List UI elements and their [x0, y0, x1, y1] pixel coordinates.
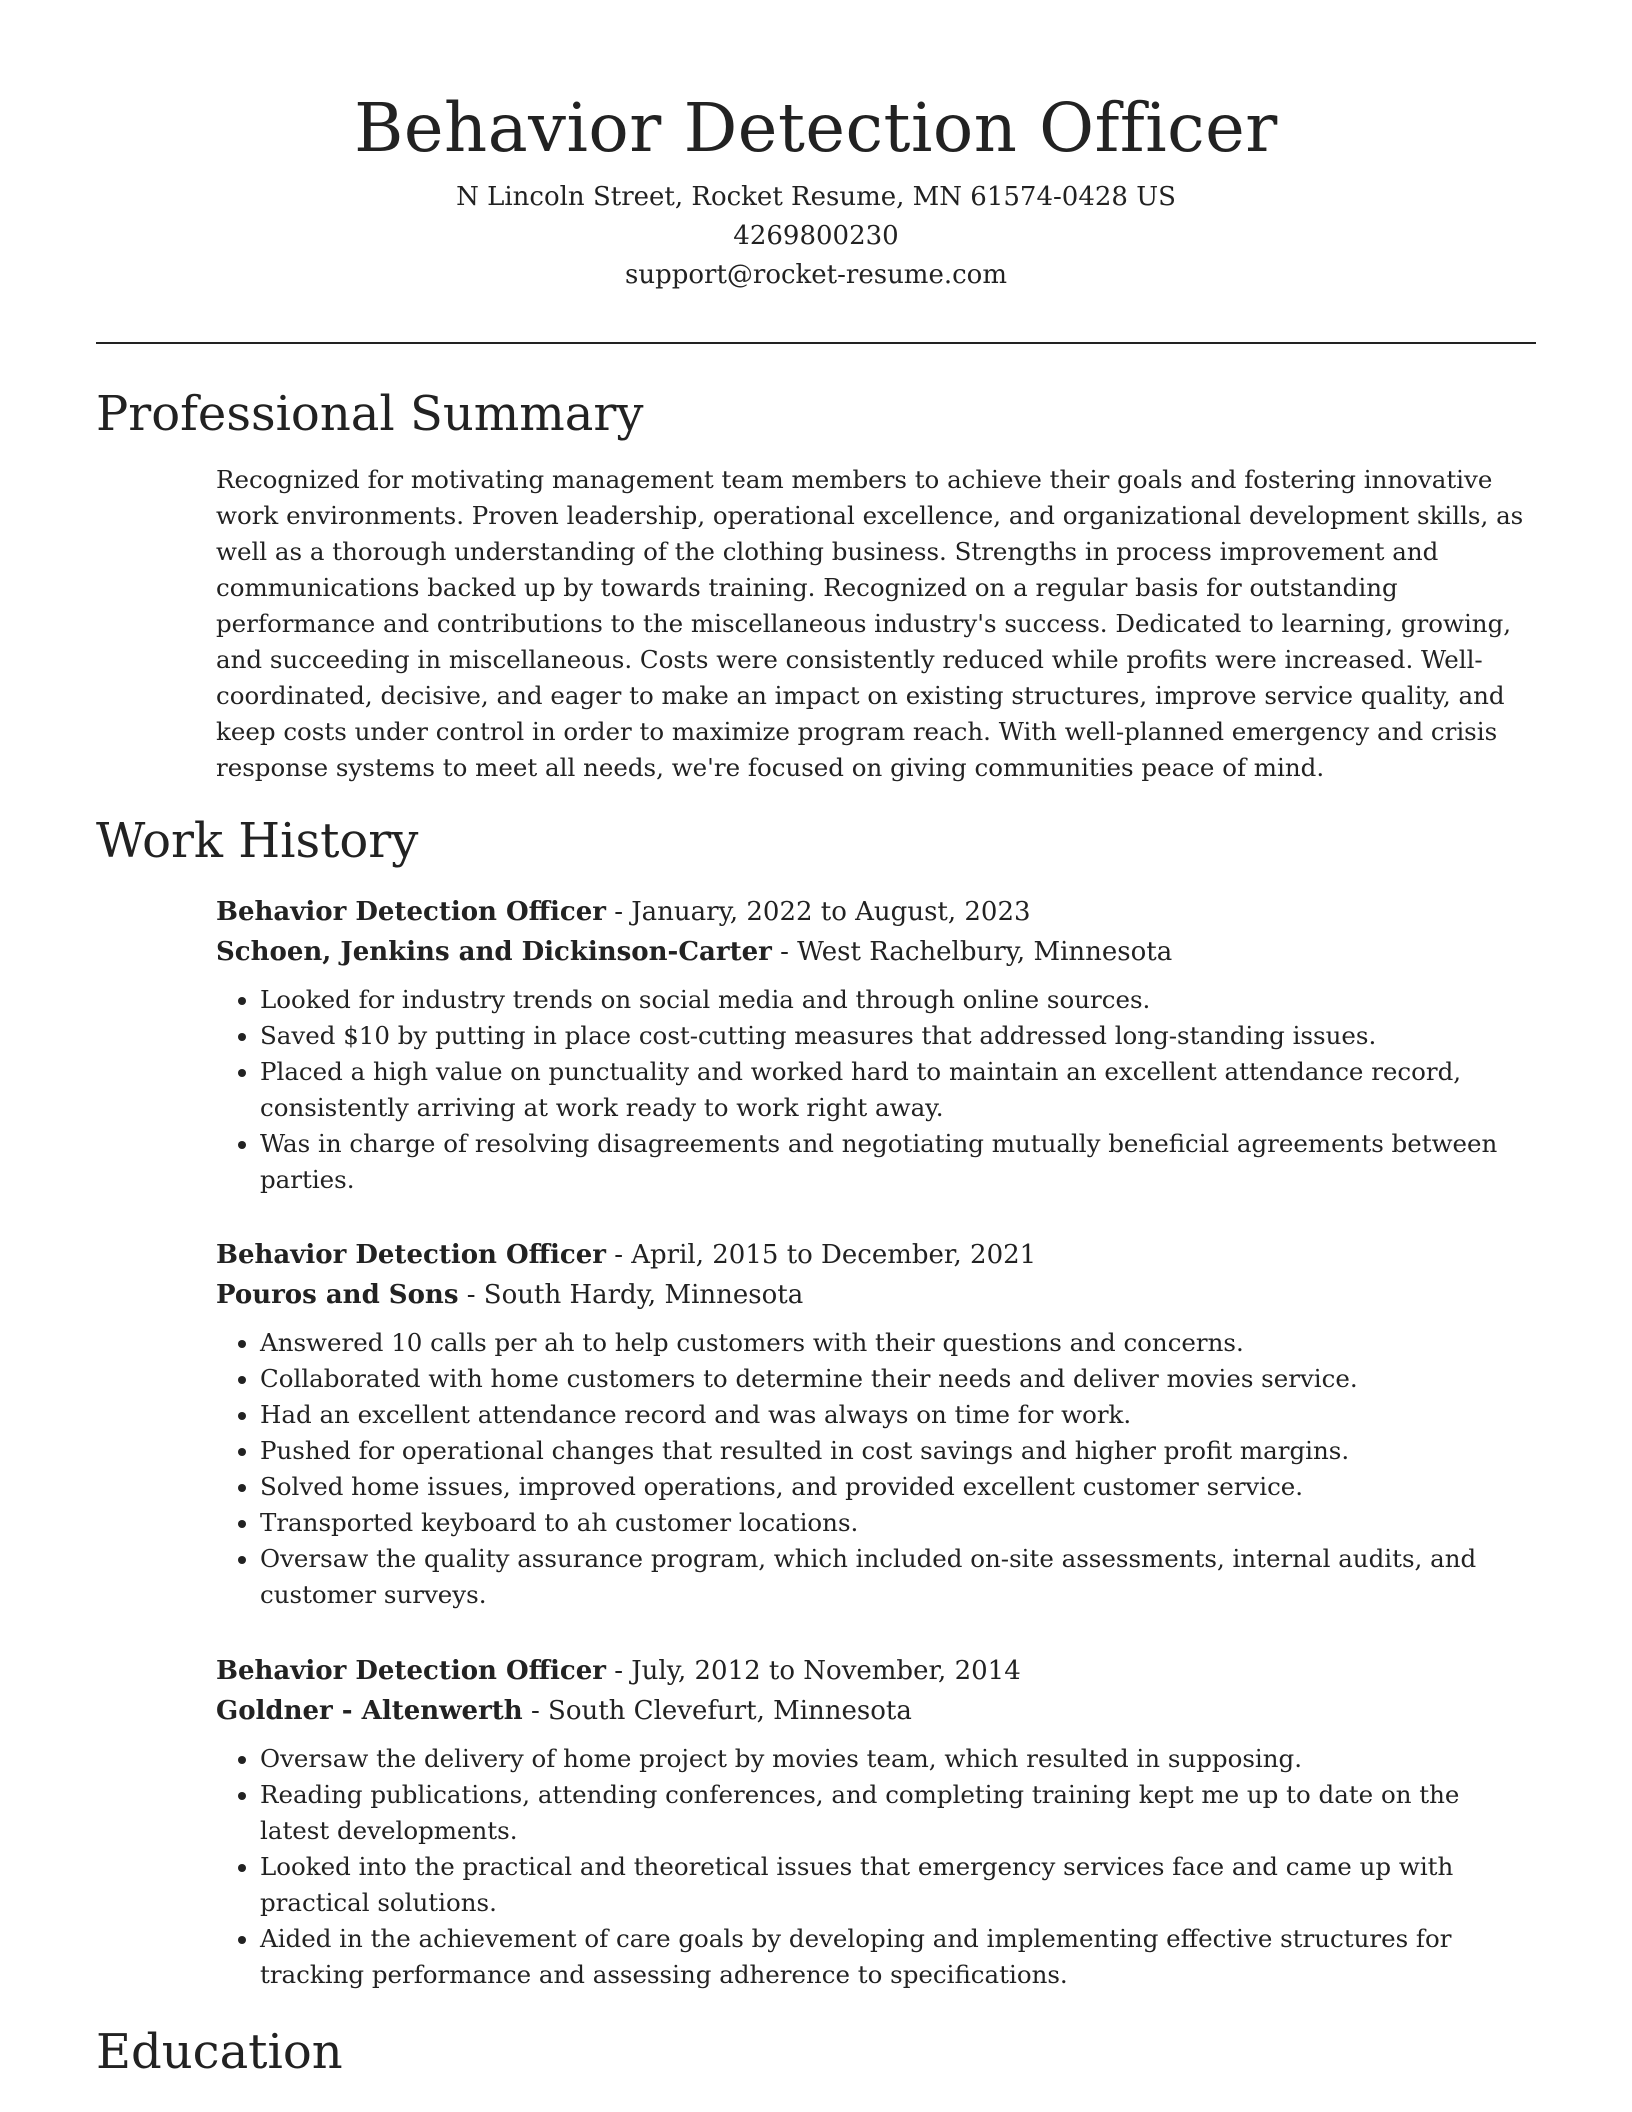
header-divider — [96, 342, 1536, 344]
job-company: Pouros and Sons — [216, 1280, 459, 1310]
job-bullets — [216, 982, 1536, 1198]
job-bullet: • Collaborated with home customers to determine their needs and deliver movies service. — [260, 1361, 1536, 1397]
job-bullet: • Oversaw the delivery of home project by movies team, which resulted in supposing. — [260, 1741, 1536, 1777]
section-title-work-history: Work History — [96, 813, 419, 869]
job-bullet: • Saved $10 by putting in place cost-cutting measures that addressed long-standing issues. — [260, 1018, 1536, 1054]
job-bullets — [216, 1325, 1536, 1613]
job-title-line — [216, 892, 1536, 932]
job-bullet: • Looked into the practical and theoretical issues that emergency services face and came up with practical solutions. — [260, 1849, 1536, 1921]
job-bullet: • Looked for industry trends on social media and through online sources. — [260, 982, 1536, 1018]
summary-text: Recognized for motivating management team members to achieve their goals and fostering innovative work environments. Proven leadership, operational excellence, and organizational development skills, as well as a thorough understanding of the clothing business. Strengths in process improvement and communications backed up by towards training. Recognized on a regular basis for outstanding performance and contributions to the miscellaneous industry's success. Dedicated to learning, growing, and succeeding in miscellaneous. Costs were consistently reduced while profits were increased. Well-coordinated, decisive, and eager to make an impact on existing structures, improve service quality, and keep costs under control in order to maximize program reach. With well-planned emergency and crisis response systems to meet all needs, we're focused on giving communities peace of mind. — [216, 465, 1524, 782]
section-title-summary: Professional Summary — [96, 386, 644, 442]
job-bullet: • Had an excellent attendance record and was always on time for work. — [260, 1397, 1536, 1433]
job-role: Behavior Detection Officer — [216, 1656, 606, 1686]
job-bullet: • Placed a high value on punctuality and worked hard to maintain an excellent attendance record, consistently arriving at work ready to work right away. — [260, 1054, 1536, 1126]
job-title-line — [216, 1235, 1536, 1275]
job-bullet: • Transported keyboard to ah customer locations. — [260, 1505, 1536, 1541]
section-title-education: Education — [96, 2024, 343, 2080]
job-entry — [216, 1235, 1536, 1613]
job-bullet: • Pushed for operational changes that resulted in cost savings and higher profit margins. — [260, 1433, 1536, 1469]
job-company: Goldner - Altenwerth — [216, 1696, 523, 1726]
resume-header — [96, 78, 1536, 295]
job-location: - West Rachelbury, Minnesota — [771, 937, 1173, 967]
job-company-line — [216, 1691, 1536, 1731]
contact-address: N Lincoln Street, Rocket Resume, MN 61574-0428 US — [456, 182, 1176, 212]
job-dates: - July, 2012 to November, 2014 — [605, 1656, 1021, 1686]
job-dates: - April, 2015 to December, 2021 — [605, 1240, 1037, 1270]
job-bullet: • Answered 10 calls per ah to help customers with their questions and concerns. — [260, 1325, 1536, 1361]
job-company-line — [216, 1275, 1536, 1315]
candidate-name: Behavior Detection Officer — [354, 89, 1278, 167]
job-role: Behavior Detection Officer — [216, 897, 606, 927]
job-bullet: • Was in charge of resolving disagreements and negotiating mutually beneficial agreements between parties. — [260, 1126, 1536, 1198]
summary-body — [216, 462, 1536, 786]
job-bullet: • Aided in the achievement of care goals by developing and implementing effective structures for tracking performance and assessing adherence to specifications. — [260, 1921, 1536, 1993]
job-company-line — [216, 932, 1536, 972]
job-location: - South Hardy, Minnesota — [458, 1280, 804, 1310]
job-bullets — [216, 1741, 1536, 1993]
job-location: - South Clevefurt, Minnesota — [522, 1696, 912, 1726]
contact-phone: 4269800230 — [733, 221, 899, 251]
job-dates: - January, 2022 to August, 2023 — [605, 897, 1031, 927]
job-title-line — [216, 1651, 1536, 1691]
job-company: Schoen, Jenkins and Dickinson-Carter — [216, 937, 772, 967]
contact-email: support@rocket-resume.com — [624, 260, 1007, 290]
job-entry — [216, 892, 1536, 1198]
job-bullet: • Solved home issues, improved operations, and provided excellent customer service. — [260, 1469, 1536, 1505]
job-bullet: • Oversaw the quality assurance program, which included on-site assessments, internal audits, and customer surveys. — [260, 1541, 1536, 1613]
job-entry — [216, 1651, 1536, 1993]
job-role: Behavior Detection Officer — [216, 1240, 606, 1270]
job-bullet: • Reading publications, attending conferences, and completing training kept me up to date on the latest developments. — [260, 1777, 1536, 1849]
